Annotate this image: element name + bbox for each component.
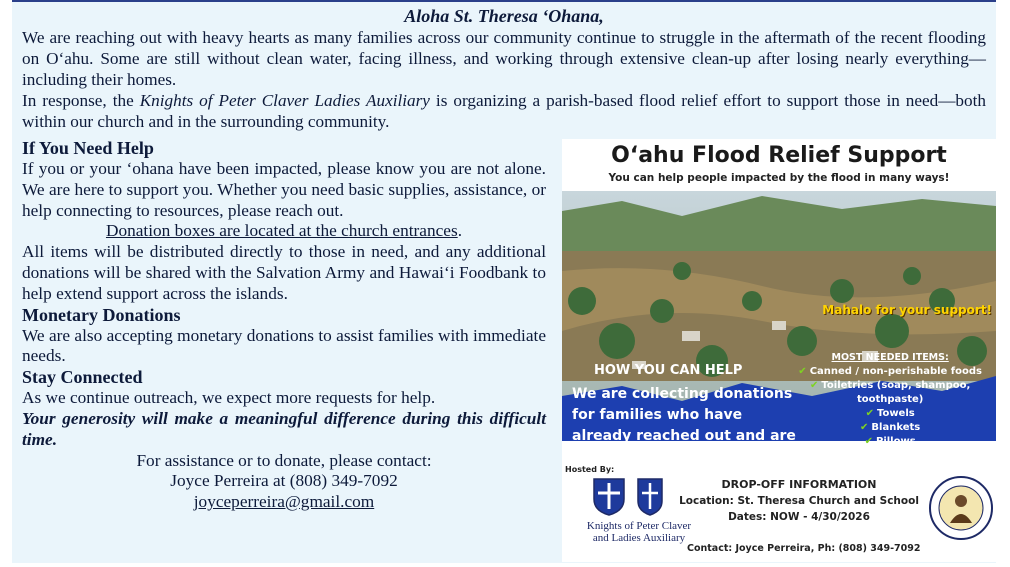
para2-pre: In response, the [22, 91, 140, 110]
needed-item: ✔ Toiletries (soap, shampoo, [810, 380, 971, 391]
stay-text: As we continue outreach, we expect more requests for help. [22, 388, 436, 408]
contact-name: Joyce Perreira at (808) 349-7092 [170, 471, 398, 491]
flyer-title: Oʻahu Flood Relief Support [611, 143, 947, 168]
needed-item: ✔ Pillows [864, 436, 916, 447]
mahalo-caption: Mahalo for your support! [822, 303, 992, 317]
check-icon: ✔ [864, 436, 873, 447]
check-icon: ✔ [810, 380, 819, 391]
parish-seal [928, 475, 994, 541]
flyer-contact: Contact: Joyce Perreira, Ph: (808) 349-7092 [687, 543, 921, 554]
donation-boxes-period: . [457, 221, 463, 241]
help-text: If you or your ʻohana have been impacted, please know you are not alone. We are here to support you. Whether you need basic supplies, assistance, or help connecting to resources, please reach out. [22, 159, 546, 220]
help-heading: If You Need Help [22, 138, 154, 158]
needed-item: toothpaste) [856, 394, 924, 405]
donation-boxes-line [22, 221, 546, 242]
check-icon: ✔ [860, 422, 869, 433]
org-name: Knights of Peter Claver Ladies Auxiliary [139, 91, 430, 110]
needed-items [798, 351, 982, 449]
ladies-auxiliary-logo [636, 477, 664, 517]
how-title: HOW YOU CAN HELP [594, 363, 743, 378]
greeting: Aloha St. Theresa ʻOhana, [404, 6, 604, 26]
check-icon: ✔ [865, 408, 874, 419]
intro-paragraph-2 [22, 90, 986, 132]
donation-boxes-text: Donation boxes are located at the church entrances [105, 221, 458, 241]
hosted-by-label: Hosted By: [565, 465, 615, 474]
needed-title: MOST NEEDED ITEMS: [831, 352, 949, 363]
contact-email-link[interactable]: joyceperreira@gmail.com [193, 492, 375, 512]
kpc-shield-logo [592, 477, 626, 517]
contact-intro: For assistance or to donate, please contact: [136, 450, 432, 470]
intro-paragraph-1: We are reaching out with heavy hearts as many families across our community continue to struggle in the aftermath of the recent flooding on Oʻahu. Some are still without clean water, facing illness, and working through extensive clean-up after losing nearly everything—including their homes. [22, 28, 986, 89]
flyer-subtitle: You can help people impacted by the flood in many ways! [608, 172, 950, 184]
check-icon: ✔ [798, 366, 807, 377]
needed-item: ✔ Canned / non-perishable foods [798, 366, 982, 377]
drop-off-info [672, 477, 926, 525]
intro-section [12, 2, 996, 132]
para2-post: is organizing a parish-based flood relief effort to support those in need—both within our church and in the surrounding community. [22, 91, 986, 131]
drop-dates: Dates: NOW - 4/30/2026 [728, 511, 870, 523]
stay-heading: Stay Connected [22, 367, 143, 388]
how-you-can-help [572, 363, 802, 468]
how-body: We are collecting donations for families who have already reached out and are in need. [572, 386, 796, 465]
drop-title: DROP-OFF INFORMATION [721, 478, 877, 491]
monetary-heading: Monetary Donations [22, 304, 181, 325]
kpc-text: Knights of Peter Claver and Ladies Auxiliary [586, 520, 692, 544]
needed-item: ✔ Blankets [860, 422, 921, 433]
generosity-text: Your generosity will make a meaningful difference during this difficult time. [22, 408, 546, 449]
distribution-text: All items will be distributed directly to those in need, and any additional donations will be shared with the Salvation Army and Hawaiʻi Foodbank to help extend support across the islands. [22, 242, 546, 303]
drop-location: Location: St. Theresa Church and School [679, 495, 919, 507]
needed-item: ✔ Towels [865, 408, 915, 419]
flood-relief-flyer [562, 139, 996, 562]
left-column [22, 138, 546, 513]
monetary-text: We are also accepting monetary donations to assist families with immediate needs. [22, 325, 546, 366]
